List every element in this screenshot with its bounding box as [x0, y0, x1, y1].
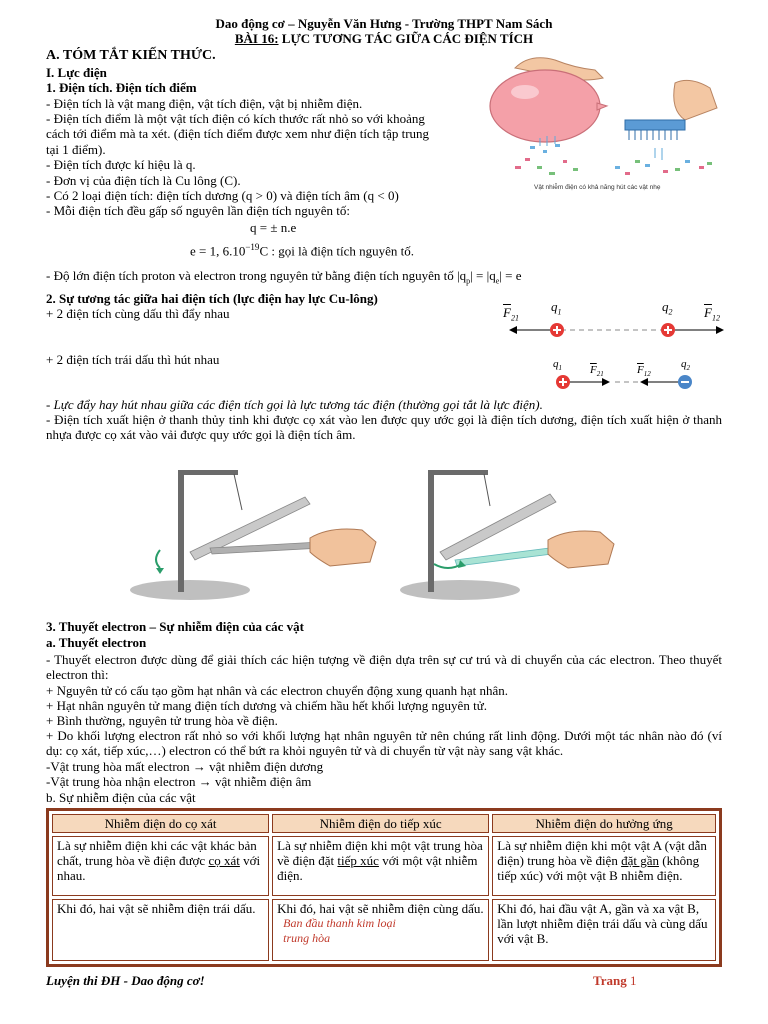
page-number: 1 [629, 973, 637, 988]
proton-formula: $|q_p| = |q_e| = e$ [457, 268, 522, 286]
label-f21: $\overline{F}_{21}$ [503, 305, 519, 323]
label-q2: $q_2$ [662, 299, 673, 317]
bullet-line: - Điện tích là vật mang điện, vật tích điện, vật bị nhiễm điện. [46, 96, 363, 111]
electroscope-experiment-illustration [130, 452, 650, 604]
cell-induction-result: Khi đó, hai đầu vật A, gần và xa vật B, lần lượt nhiễm điện trái dấu và cùng dấu với vật B. [492, 899, 716, 961]
bullet-line: - Điện tích được kí hiệu là q. [46, 157, 196, 172]
label-f21-b: $\overline{F}_{21}$ [590, 364, 604, 379]
theory-point: + Nguyên tử có cấu tạo gồm hạt nhân và các electron chuyển động xung quanh hạt nhân. [46, 683, 509, 698]
section-2-title: 2. Sự tương tác giữa hai điện tích (lực điện hay lực Cu-lông) [46, 291, 378, 306]
header-friction: Nhiễm điện do cọ xát [52, 814, 269, 833]
theory-point: -Vật trung hòa mất electron → vật nhiễm điện dương [46, 759, 324, 774]
repulsion-diagram [495, 296, 730, 346]
section-1-title: 1. Điện tích. Điện tích điểm [46, 80, 197, 95]
lesson-prefix: BÀI 16: [234, 31, 279, 46]
section-3-title: 3. Thuyết electron – Sự nhiễm điện của các vật [46, 619, 304, 634]
footer-left: Luyện thi ĐH - Dao động cơ! [46, 973, 205, 988]
handwritten-note: trung hòa [283, 931, 331, 945]
header-induction: Nhiễm điện do hưởng ứng [492, 814, 716, 833]
section-3a-title: a. Thuyết electron [46, 635, 147, 650]
table-row [52, 899, 716, 961]
formula-e-exponent: −19 [245, 242, 260, 252]
page-label: Trang [593, 973, 630, 988]
handwritten-note: Ban đầu thanh kim loại [283, 916, 396, 930]
document-header: Dao động cơ – Nguyễn Văn Hưng - Trường THPT Nam Sách [215, 16, 553, 31]
lesson-title-text: LỰC TƯƠNG TÁC GIỮA CÁC ĐIỆN TÍCH [278, 31, 534, 46]
table-row [52, 836, 716, 896]
label-q1-b: $q_1$ [553, 358, 562, 373]
theory-point: -Vật trung hòa nhận electron → vật nhiễm điện âm [46, 774, 312, 789]
illustration-caption: Vật nhiễm điện có khả năng hút các vật nhẹ [534, 184, 661, 191]
proton-line [46, 268, 522, 289]
bullet-line: - Mỗi điện tích đều gấp số nguyên lần điện tích nguyên tố: [46, 203, 350, 218]
bullet-line: cách tới điểm mà ta xét. (điện tích điểm được xem như điện tích tập trung [46, 126, 430, 141]
cell-contact-def: Là sự nhiễm điện khi một vật trung hòa về điện đặt tiếp xúc với một vật nhiễm điện. [272, 836, 489, 896]
bullet-line: - Có 2 loại điện tích: điện tích dương (q > 0) và điện tích âm (q < 0) [46, 188, 399, 203]
formula-q: q = ± n.e [250, 220, 297, 235]
lesson-title [0, 31, 768, 46]
formula-e-text: : gọi là điện tích nguyên tố. [268, 243, 414, 259]
theory-point: + Do khối lượng electron rất nhỏ so với khối lượng hạt nhân nguyên tử nên chúng rất linh động. Dưới một tác nhân nào đó (ví dụ: cọ xát, tiếp xúc,…) electron có thể bứt ra khỏi nguyên tử và di chuyển từ vật này sang vật khác. [46, 728, 722, 758]
theory-point: + Bình thường, nguyên tử trung hòa về điện. [46, 713, 278, 728]
label-q2-b: $q_2$ [681, 358, 690, 373]
bullet-line: - Điện tích điểm là một vật tích điện có kích thước rất nhỏ so với khoảng [46, 111, 425, 126]
theory-point: + Hạt nhân nguyên tử mang điện tích dương và chiếm hầu hết khối lượng nguyên tử. [46, 698, 487, 713]
balloon-comb-illustration [485, 48, 720, 200]
charging-methods-table [46, 808, 722, 967]
cell-contact-result: Khi đó, hai vật sẽ nhiễm điện cùng dấu. Ban đầu thanh kim loại trung hòa [272, 899, 489, 961]
label-f12-b: $\overline{F}_{12}$ [637, 364, 651, 379]
cell-friction-result: Khi đó, hai vật sẽ nhiễm điện trái dấu. [52, 899, 269, 961]
section-i-title: I. Lực điện [46, 65, 107, 80]
label-f12: $\overline{F}_{12}$ [704, 305, 720, 323]
cell-induction-def: Là sự nhiễm điện khi một vật A (vật dẫn điện) trung hòa về điện đặt gần (không tiếp xúc) với một vật B nhiễm điện. [492, 836, 716, 896]
same-sign-text: + 2 điện tích cùng dấu thì đẩy nhau [46, 306, 230, 321]
footer-page [593, 973, 636, 989]
formula-e-base: e = 1, 6.10 [190, 243, 246, 259]
header-contact: Nhiễm điện do tiếp xúc [272, 814, 489, 833]
bullet-line: tại 1 điểm). [46, 142, 106, 157]
formula-e [190, 242, 414, 259]
formula-e-unit: C [259, 243, 269, 259]
label-q1: $q_1$ [551, 299, 562, 317]
electron-theory-intro: - Thuyết electron được dùng để giải thích các hiện tượng về điện dựa trên sự cư trú và di chuyển của các electron. Theo thuyết electron thì: [46, 652, 722, 682]
cell-friction-def: Là sự nhiễm điện khi các vật khác bản chất, trung hòa về điện được cọ xát với nhau. [52, 836, 269, 896]
bullet-line: - Đơn vị của điện tích là Cu lông (C). [46, 173, 241, 188]
convention-text: - Điện tích xuất hiện ở thanh thủy tinh khi được cọ xát vào len được quy ước gọi là điện tích dương, điện tích xuất hiện ở thanh nhựa được cọ xát vào vải được quy ước gọi là điện tích âm. [46, 412, 722, 442]
section-a-title: A. TÓM TẮT KIẾN THỨC. [46, 48, 216, 63]
opposite-sign-text: + 2 điện tích trái dấu thì hút nhau [46, 352, 220, 367]
section-3b-title: b. Sự nhiễm điện của các vật [46, 790, 196, 805]
glass-rod [455, 548, 552, 566]
table-header-row [52, 814, 716, 833]
italic-note: - Lực đẩy hay hút nhau giữa các điện tích gọi là lực tương tác điện (thường gọi tắt là lực điện). [46, 397, 543, 412]
proton-line-text: - Độ lớn điện tích proton và electron trong nguyên tử bằng điện tích nguyên tố [46, 268, 458, 283]
